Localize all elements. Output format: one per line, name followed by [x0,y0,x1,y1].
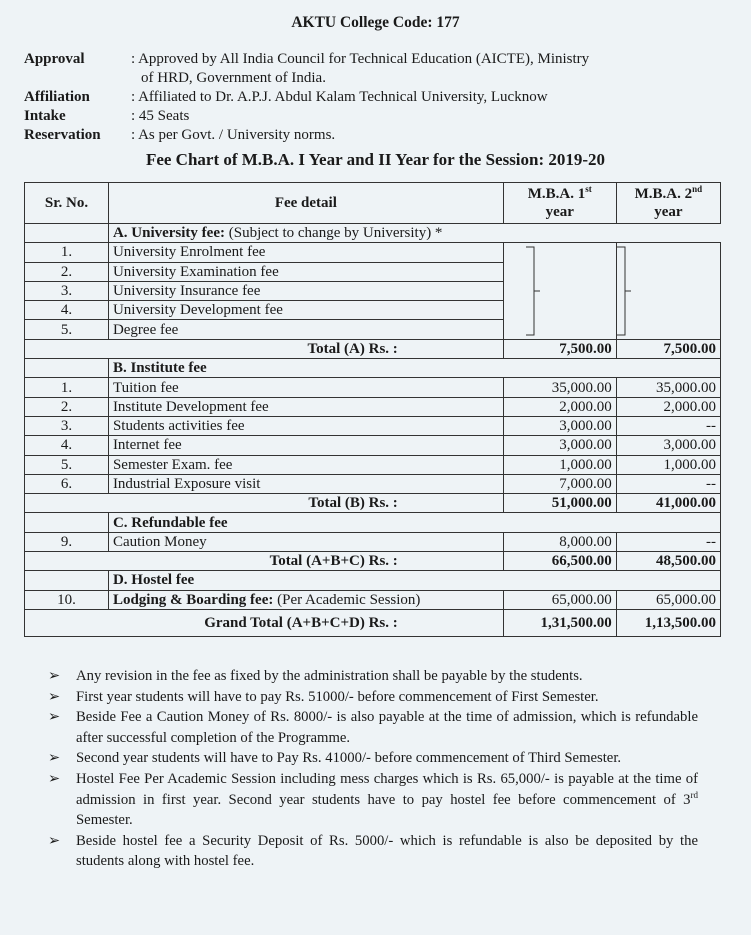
note-text: Beside Fee a Caution Money of Rs. 8000/- is also payable at the time of admission, which is refundable after successful completion of the Programme. [76,709,698,746]
table-row [25,397,721,416]
total-b-label: Total (B) Rs. : [25,494,504,513]
info-label: Approval [24,51,85,67]
section-d-row [25,571,721,590]
header-fee-detail: Fee detail [108,183,503,224]
note-sup: rd [690,789,698,800]
info-value: : Affiliated to Dr. A.P.J. Abdul Kalam Technical University, Lucknow [131,89,548,105]
detail-cell: University Development fee [108,301,503,320]
detail-cell: University Enrolment fee [108,243,503,262]
sr-cell: 5. [25,455,109,474]
info-value: : As per Govt. / University norms. [131,127,336,143]
info-value: : Approved by All India Council for Technical Education (AICTE), Ministry [131,51,590,67]
header-year-1-label: M.B.A. 1 [527,186,586,202]
year-1-cell: 3,000.00 [503,416,616,435]
total-a-label: Total (A) Rs. : [25,339,504,358]
year-1-brace-cell [503,243,616,339]
college-code-heading: AKTU College Code: 177 [291,14,460,31]
note-text: Second year students will have to Pay Rs. 41000/- before commencement of Third Semester. [76,750,622,767]
detail-cell: Caution Money [108,532,503,551]
year-2-cell: 35,000.00 [616,378,720,397]
year-1-cell: 3,000.00 [503,436,616,455]
detail-cell [108,590,503,609]
list-item [48,769,698,831]
year-2-brace-cell [616,243,720,339]
section-a-row [25,224,721,243]
total-abc-label: Total (A+B+C) Rs. : [25,552,504,571]
section-a-heading [108,224,720,243]
year-2-cell: 1,000.00 [616,455,720,474]
info-row-affiliation [24,88,701,107]
sr-cell: 6. [25,474,109,493]
table-row [25,455,721,474]
header-year-2 [616,183,720,224]
info-row-intake [24,107,701,126]
grand-total-year-2: 1,13,500.00 [616,609,720,636]
table-header-row [25,183,721,224]
note-text [76,769,698,831]
info-row-approval [24,50,701,69]
detail-cell: Semester Exam. fee [108,455,503,474]
total-b-row [25,494,721,513]
note-text: First year students will have to pay Rs. 51000/- before commencement of First Semester. [76,688,599,705]
hostel-detail-bold: Lodging & Boarding fee: [112,591,274,608]
note-text-main: Hostel Fee Per Academic Session including mess charges which is Rs. 65,000/- is payable at the time of admission in first year. Second year students have to pay hostel fee before commencement of 3 [76,770,698,808]
table-row [25,378,721,397]
header-year-1-sup: st [585,184,592,194]
header-sr-no: Sr. No. [25,183,109,224]
info-label: Intake [24,108,66,124]
sr-cell: 3. [25,416,109,435]
section-c-row [25,513,721,532]
detail-cell: University Examination fee [108,262,503,281]
total-a-year-1: 7,500.00 [503,339,616,358]
total-b-year-1: 51,000.00 [503,494,616,513]
note-text: Beside hostel fee a Security Deposit of Rs. 5000/- which is refundable is also be deposited by the students along with hostel fee. [76,832,698,870]
arrow-bullet-icon: ➢ [48,668,61,684]
note-text-tail: Semester. [76,812,133,829]
year-1-cell: 1,000.00 [503,455,616,474]
arrow-bullet-icon: ➢ [48,770,61,787]
sr-cell: 9. [25,532,109,551]
list-item [48,687,698,708]
detail-cell: Degree fee [108,320,503,339]
section-a-note: (Subject to change by University) * [224,225,443,242]
year-1-cell: 65,000.00 [503,590,616,609]
section-b-row [25,359,721,378]
fee-table [24,182,721,637]
year-1-cell: 7,000.00 [503,474,616,493]
sr-cell: 3. [25,281,109,300]
table-row [25,474,721,493]
info-continuation: of HRD, Government of India. [141,70,326,86]
info-label: Reservation [24,127,101,143]
sr-cell: 2. [25,397,109,416]
brace-icon [504,243,609,339]
year-2-cell: 65,000.00 [616,590,720,609]
table-row [25,590,721,609]
year-1-cell: 2,000.00 [503,397,616,416]
table-row [25,416,721,435]
notes-list [48,666,698,872]
header-year-1 [503,183,616,224]
table-row [25,243,721,262]
sr-cell: 5. [25,320,109,339]
total-b-year-2: 41,000.00 [616,494,720,513]
total-abc-year-1: 66,500.00 [503,552,616,571]
section-b-heading: B. Institute fee [108,359,720,378]
detail-cell: Students activities fee [108,416,503,435]
total-a-row [25,339,721,358]
year-1-cell: 35,000.00 [503,378,616,397]
list-item [48,707,698,748]
year-2-cell: -- [616,532,720,551]
note-text: Any revision in the fee as fixed by the administration shall be payable by the students. [76,668,583,684]
list-item [48,831,698,872]
list-item [48,748,698,769]
arrow-bullet-icon: ➢ [48,709,61,726]
year-2-cell: 2,000.00 [616,397,720,416]
arrow-bullet-icon: ➢ [48,688,61,705]
sr-cell: 1. [25,243,109,262]
brace-icon [617,243,713,339]
header-year-2-label: M.B.A. 2 [634,186,693,202]
info-value: : 45 Seats [131,108,190,124]
header-year-2-sup: nd [692,184,703,194]
detail-cell: Institute Development fee [108,397,503,416]
detail-cell: Tuition fee [108,378,503,397]
sr-cell: 1. [25,378,109,397]
detail-cell: Industrial Exposure visit [108,474,503,493]
table-row [25,532,721,551]
header-year-2-tail: year [654,204,683,220]
detail-cell: Internet fee [108,436,503,455]
table-row [25,436,721,455]
grand-total-year-1: 1,31,500.00 [503,609,616,636]
hostel-detail-note: (Per Academic Session) [273,591,421,608]
info-label: Affiliation [24,89,90,105]
section-c-heading: C. Refundable fee [108,513,720,532]
sr-cell: 4. [25,301,109,320]
total-abc-row [25,552,721,571]
list-item [48,666,698,687]
detail-cell: University Insurance fee [108,281,503,300]
year-2-cell: 3,000.00 [616,436,720,455]
section-d-heading: D. Hostel fee [108,571,720,590]
sr-cell: 4. [25,436,109,455]
sr-cell: 10. [25,590,109,609]
arrow-bullet-icon: ➢ [48,750,61,767]
section-a-bold: A. University fee: [112,225,225,242]
year-1-cell: 8,000.00 [503,532,616,551]
info-row-reservation [24,126,701,145]
year-2-cell: -- [616,474,720,493]
college-info-block [24,50,701,145]
arrow-bullet-icon: ➢ [48,832,61,849]
grand-total-label: Grand Total (A+B+C+D) Rs. : [25,609,504,636]
total-a-year-2: 7,500.00 [616,339,720,358]
grand-total-row [25,609,721,636]
header-year-1-tail: year [545,204,574,220]
fee-chart-title: Fee Chart of M.B.A. I Year and II Year for the Session: 2019-20 [145,150,606,169]
total-abc-year-2: 48,500.00 [616,552,720,571]
sr-cell: 2. [25,262,109,281]
year-2-cell: -- [616,416,720,435]
